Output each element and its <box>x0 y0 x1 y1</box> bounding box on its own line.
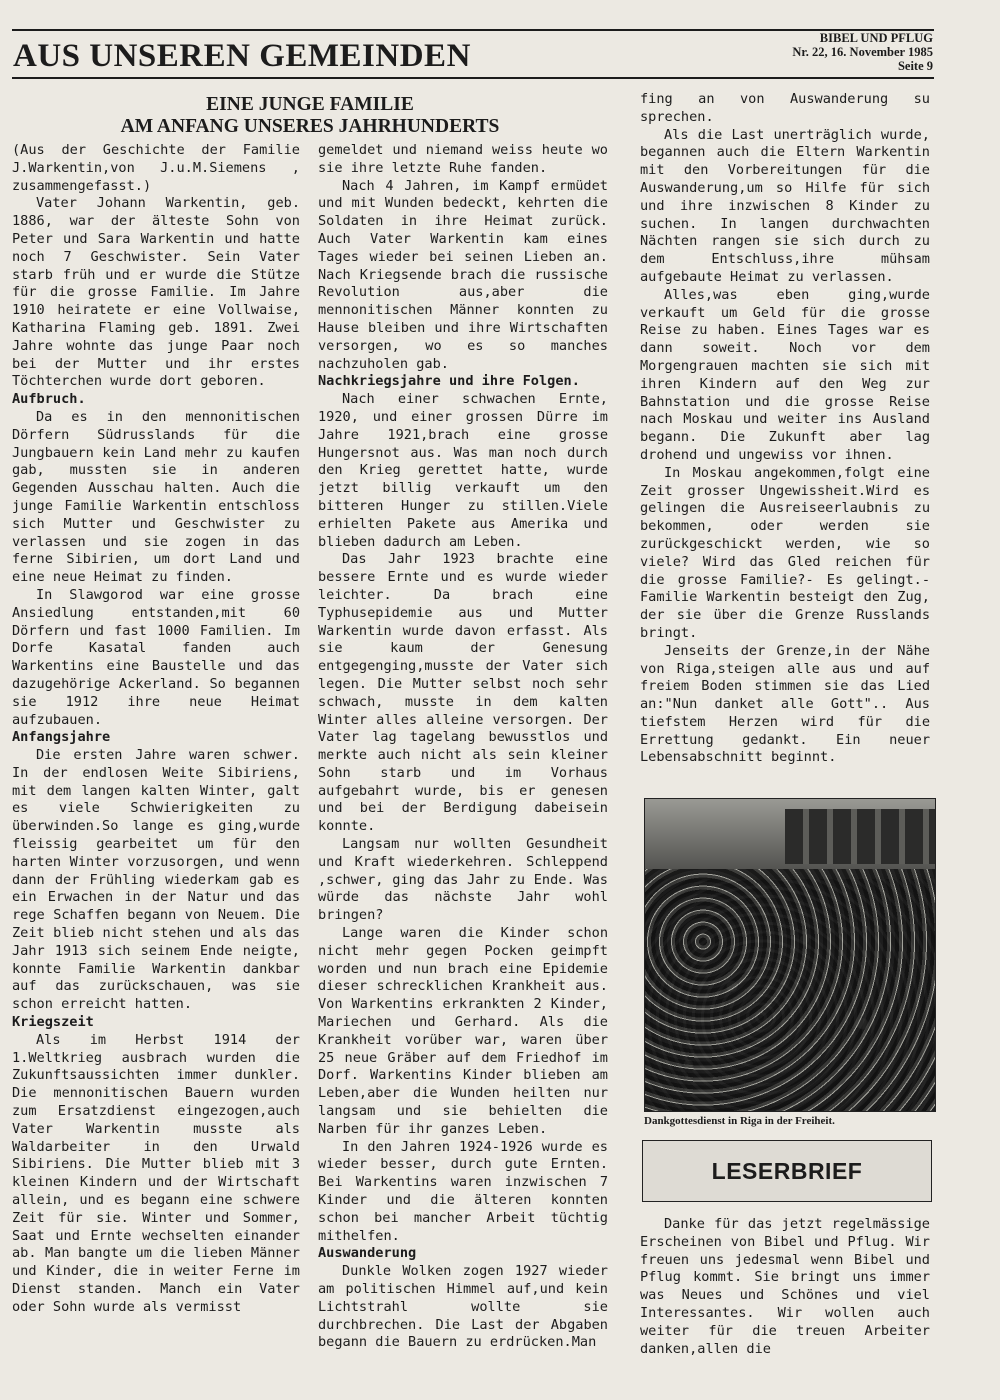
paragraph: Dunkle Wolken zogen 1927 wieder am politischen Himmel auf,und kein Lichtstrahl wollte sie durchbrechen. Die Last der Abgaben begann die Bauern zu erdrücken.Man <box>318 1263 608 1351</box>
article-title-line-1: EINE JUNGE FAMILIE <box>206 94 414 115</box>
crowd-photo <box>644 798 936 1112</box>
paragraph: In den Jahren 1924-1926 wurde es wieder besser, durch gute Ernten. Bei Warkentins waren inzwischen 7 Kinder und die älteren konnten schon bei mancher Arbeit tüchtig mithelfen. <box>318 1138 608 1244</box>
article-column-3 <box>640 91 930 767</box>
article-title-line-2: AM ANFANG UNSERES JAHRHUNDERTS <box>120 116 500 137</box>
section-title: AUS UNSEREN GEMEINDEN <box>13 38 471 74</box>
paragraph: Das Jahr 1923 brachte eine bessere Ernte und es wurde wieder leichter. Da brach eine Typhusepidemie aus und Mutter Warkentin wurde davon erfasst. Als sie kaum der Genesung entgegenging,musste der Vater sich legen. Die Mutter selbst noch sehr schwach, musste in dem kalten Winter alles alleine versorgen. Der Vater lag tagelang bewusstlos und merkte auch nicht als sein kleiner Sohn starb und im Vorhaus aufgebahrt wurde, bis er genesen und bei der Berdigung dabeisein konnte. <box>318 551 608 835</box>
paragraph: Alles,was eben ging,wurde verkauft um Geld für die grosse Reise zu haben. Eines Tages war es dann soweit. Noch vor dem Morgengrauen machten sie sich mit ihren Kindern auf den Weg zur Bahnstation und die grosse Reise nach Moskau und weiter ins Ausland begann. Die Zukunft aber lag drohend und ungewiss vor ihnen. <box>640 286 930 463</box>
subheading: Kriegszeit <box>12 1014 94 1031</box>
subheading: Aufbruch. <box>12 391 86 408</box>
publication-name: BIBEL UND PFLUG <box>819 31 933 45</box>
paragraph: Langsam nur wollten Gesundheit und Kraft wiederkehren. Schleppend ,schwer, ging das Jahr zu Ende. Was würde das nächste Jahr wohl bringen? <box>318 836 608 924</box>
paragraph: Da es in den mennonitischen Dörfern Südrusslands für die Jungbauern kein Land mehr zu kaufen gab, mussten sie in anderen Gegenden Ausschau halten. Auch die junge Familie Warkentin entschloss sich Mutter und Geschwister zu verlassen und sie zogen in das ferne Sibirien, um dort Land und eine neue Heimat zu finden. <box>12 408 300 586</box>
subheading: Nachkriegsjahre und ihre Folgen. <box>318 373 580 390</box>
leserbrief-heading-box <box>642 1140 932 1202</box>
paragraph: fing an von Auswanderung su sprechen. <box>640 91 930 125</box>
subheading: Auswanderung <box>318 1245 417 1262</box>
photo-caption: Dankgottesdienst in Riga in der Freiheit. <box>644 1115 835 1127</box>
paragraph: Die ersten Jahre waren schwer. In der endlosen Weite Sibiriens, mit dem langen kalten Winter, galt es viele Schwierigkeiten zu überwinden.So lange es ging,wurde fleissig gearbeitet um für den harten Winter vorzusorgen, und wenn dann der Frühling wiederkam gab es ein Erwachen in der Natur und das rege Schaffen begann von Neuem. Die Zeit blieb nicht stehen und als das Jahr 1913 sich seinem Ende neigte, konnte Familie Warkentin dankbar auf das zurückschauen, was sie schon erreicht hatten. <box>12 747 300 1013</box>
masthead-info <box>792 31 933 73</box>
paragraph: Lange waren die Kinder schon nicht mehr gegen Pocken geimpft worden und nun brach eine Epidemie dieser schrecklichen Krankheit aus. Von Warkentins erkrankten 2 Kinder, Mariechen und Gerhard. Als die Krankheit vorüber war, waren über 25 neue Gräber auf dem Friedhof im Dorf. Warkentins Kinder blieben am Leben,aber die Wunden heilten nur langsam und sie behielten die Narben für ihr ganzes Leben. <box>318 925 608 1137</box>
issue-date: Nr. 22, 16. November 1985 <box>792 45 933 59</box>
article-column-1 <box>12 142 300 1317</box>
leserbrief-column <box>640 1216 930 1358</box>
paragraph: In Moskau angekommen,folgt eine Zeit grosser Ungewissheit.Wird es gelingen die Ausreiseerlaubnis zu bekommen, oder werden sie zurückgeschickt werden, wie so viele? Wird das Gled reichen für die grosse Familie?- Es gelingt.-Familie Warkentin besteigt den Zug, der sie über die Grenze Russlands bringt. <box>640 464 930 641</box>
page-number: Seite 9 <box>897 59 933 73</box>
leserbrief-text: Danke für das jetzt regelmässige Erscheinen von Bibel und Pflug. Wir freuen uns jedesmal wenn Bibel und Pflug kommt. Sie bringt uns immer was Neues und Schönes und viel Interessantes. Wir wollen auch weiter für die treuen Arbeiter danken,allen die <box>640 1216 930 1357</box>
photo-crowd <box>645 869 935 1111</box>
paragraph: Nach 4 Jahren, im Kampf ermüdet und mit Wunden bedeckt, kehrten die Soldaten in ihre Heimat zurück. Auch Vater Warkentin kam eines Tages wieder bei seinen Lieben an. Nach Kriegsende brach die russische Revolution aus,aber die mennonitischen Männer konnten zu Hause bleiben und ihre Wirtschaften versorgen, wo es so manches nachzuholen gab. <box>318 177 608 372</box>
leserbrief-title: LESERBRIEF <box>711 1157 863 1184</box>
article-title <box>110 94 510 138</box>
article-column-2 <box>318 142 608 1352</box>
paragraph: Vater Johann Warkentin, geb. 1886, war der älteste Sohn von Peter und Sara Warkentin und hatte noch 7 Geschwister. Sein Vater starb früh und er wurde die Stütze für die grosse Familie. Im Jahre 1910 heiratete er eine Vollwaise, Katharina Flaming geb. 1891. Zwei Jahre wohnte das junge Paar noch bei der Mutter und ihr erstes Töchterchen wurde dort geboren. <box>12 195 300 390</box>
paragraph: Als im Herbst 1914 der 1.Weltkrieg ausbrach wurden die Zukunftsaussichten immer dunkler. Die mennonitischen Bauern wurden zum Ersatzdienst eingezogen,auch Vater Warkentin musste als Waldarbeiter in den Urwald Sibiriens. Die Mutter blieb mit 3 kleinen Kindern und der Wirtschaft allein, und es begann eine schwere Zeit für sie. Winter und Sommer, Saat und Ernte wechselten einander ab. Man bangte um die lieben Männer und Kinder, die in weiter Ferne im Dienst standen. Manch ein Vater oder Sohn wurde als vermisst <box>12 1031 300 1315</box>
paragraph: In Slawgorod war eine grosse Ansiedlung entstanden,mit 60 Dörfern und fast 1000 Familien. Im Dorfe Kasatal fanden auch Warkentins eine Baustelle und das dazugehörige Ackerland. So begannen sie 1912 ihre neue Heimat aufzubauen. <box>12 586 300 728</box>
paragraph: Als die Last unerträglich wurde, begannen auch die Eltern Warkentin mit den Vorbereitungen für die Auswanderung,um so Hilfe für sich und ihre inzwischen 8 Kinder zu suchen. In langen durchwachten Nächten rangen sie sich durch zu dem Entschluss,ihre mühsam aufgebaute Heimat zu verlassen. <box>640 126 930 285</box>
paragraph: Jenseits der Grenze,in der Nähe von Riga,steigen alle aus und auf freiem Boden stimmen sie das Lied an:"Nun danket alle Gott".. Aus tiefstem Herzen wird für die Errettung gedankt. Ein neuer Lebensabschnitt beginnt. <box>640 642 930 766</box>
paragraph: Nach einer schwachen Ernte, 1920, und einer grossen Dürre im Jahre 1921,brach eine grosse Hungersnot aus. Was man noch durch den Krieg gerettet hatte, wurde jetzt billig verkauft um den bitteren Hunger zu stillen.Viele erhielten Pakete aus Amerika und blieben dadurch am Leben. <box>318 391 608 550</box>
photo-train <box>785 809 935 864</box>
paragraph: gemeldet und niemand weiss heute wo sie ihre letzte Ruhe fanden. <box>318 142 608 176</box>
article-intro: (Aus der Geschichte der Familie J.Warkentin,von J.u.M.Siemens , zusammengefasst.) <box>12 142 300 194</box>
header-rule-bottom <box>12 77 934 79</box>
subheading: Anfangsjahre <box>12 729 111 746</box>
